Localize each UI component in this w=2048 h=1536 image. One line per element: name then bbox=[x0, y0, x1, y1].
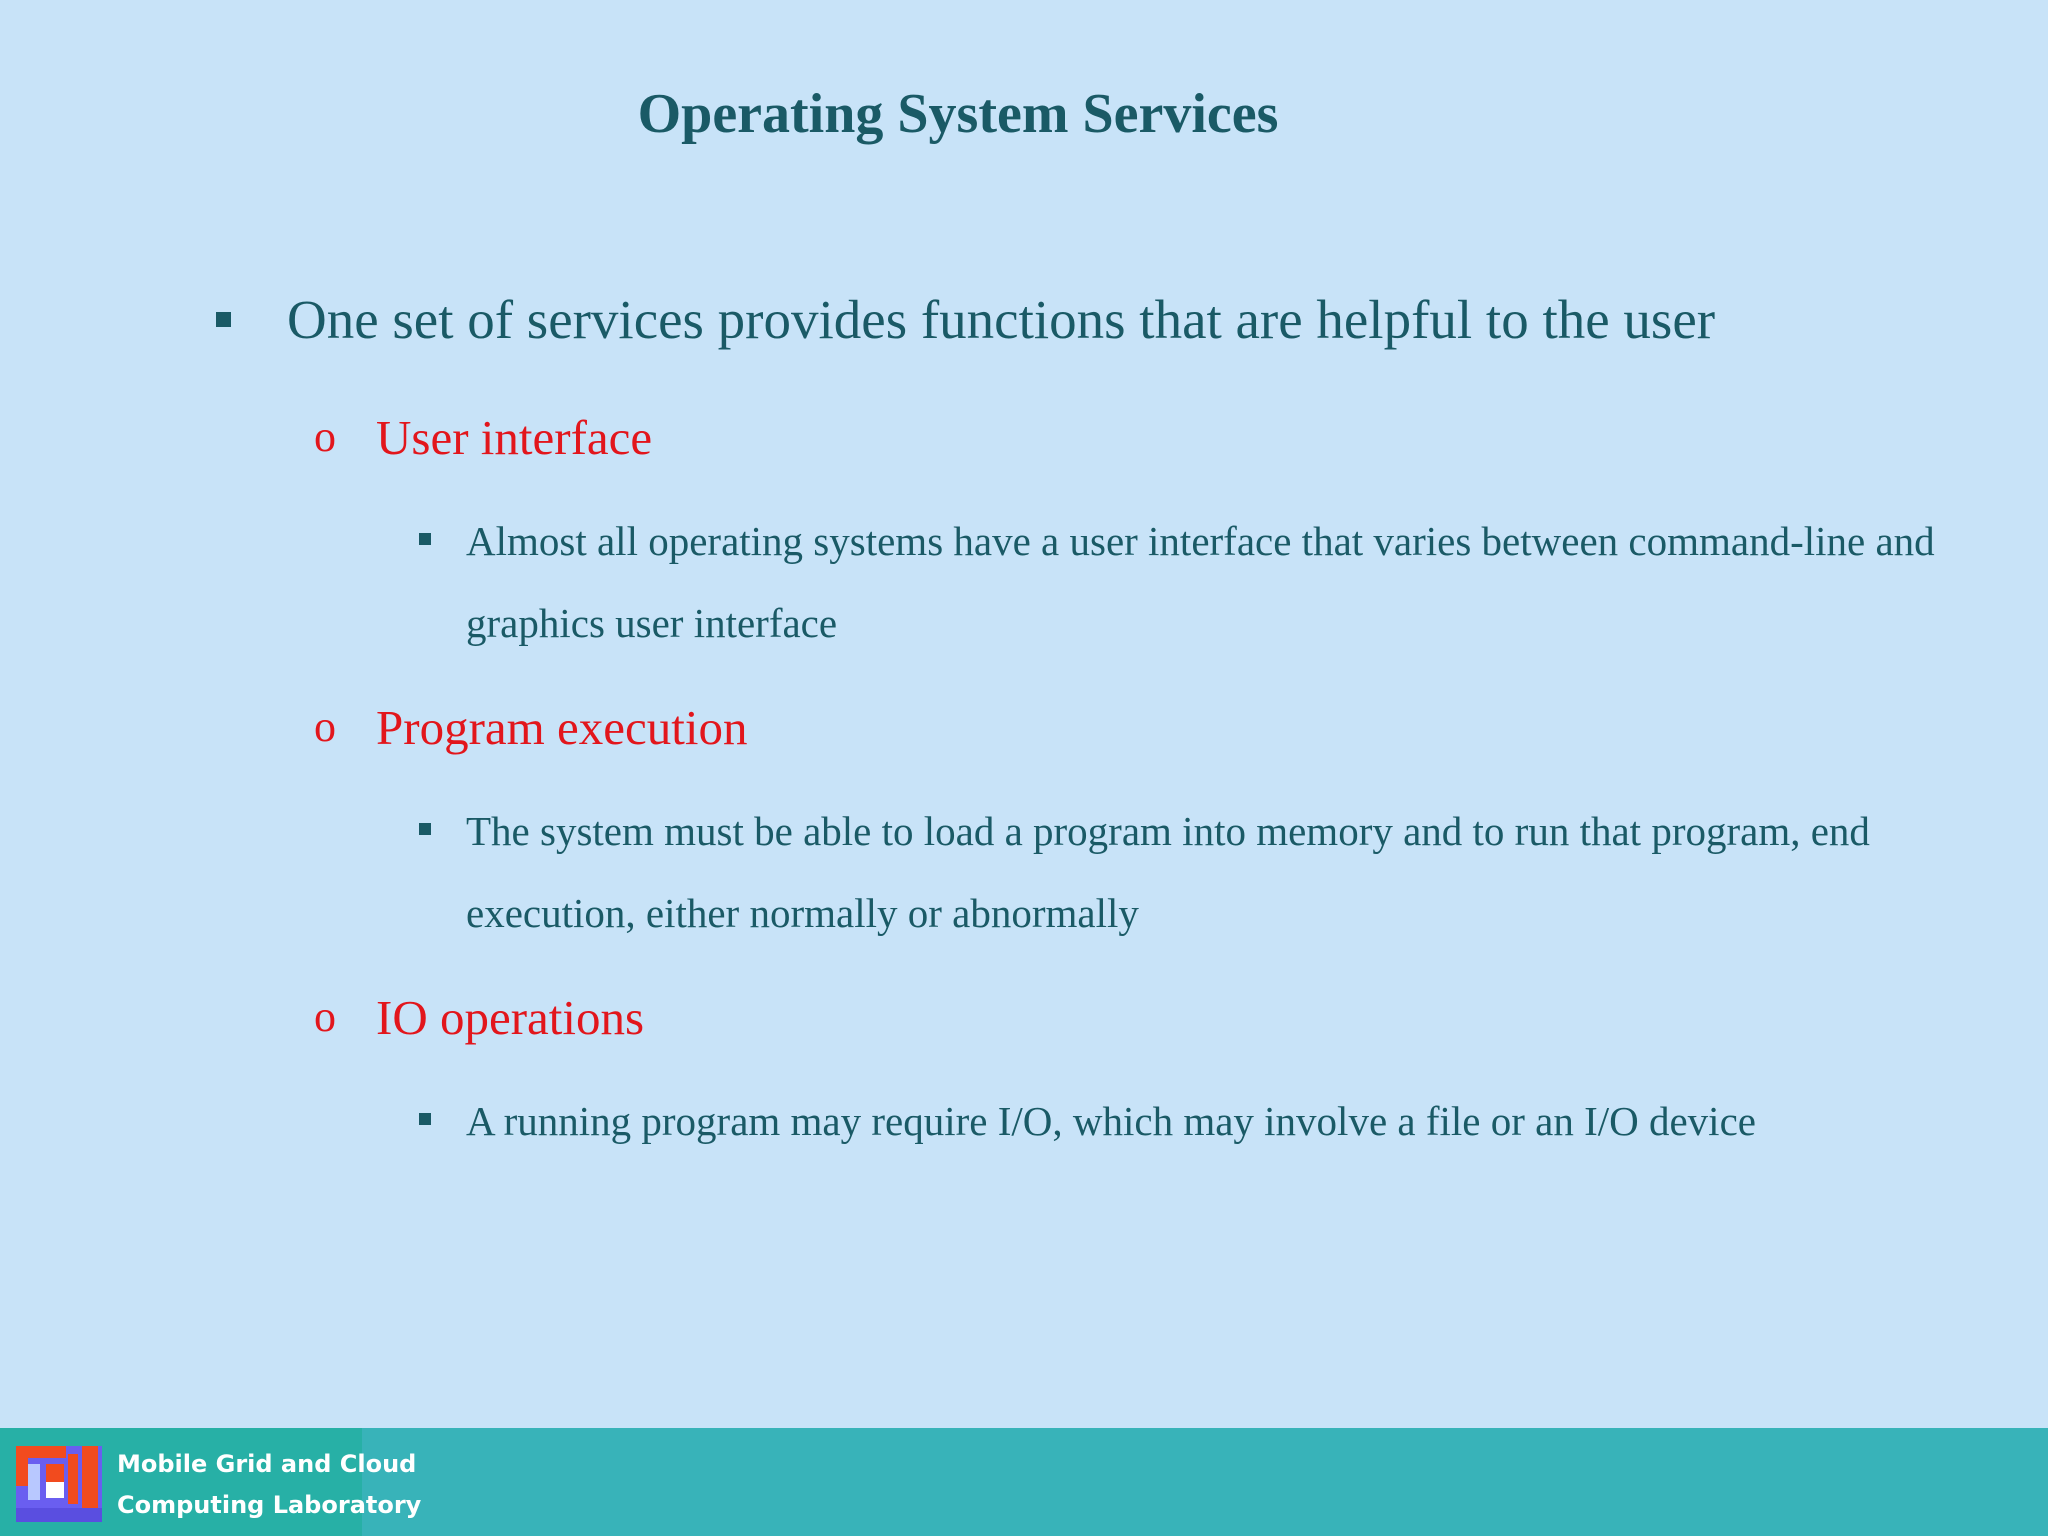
lab-name-line1: Mobile Grid and Cloud bbox=[117, 1450, 417, 1478]
hollow-circle-bullet-icon: o bbox=[314, 412, 336, 461]
footer-bar bbox=[0, 1428, 2048, 1536]
hollow-circle-bullet-icon: o bbox=[314, 702, 336, 751]
slide-title: Operating System Services bbox=[637, 83, 1279, 145]
item-heading-user-interface: User interface bbox=[376, 410, 653, 465]
main-point: One set of services provides functions that are helpful to the user bbox=[287, 289, 1716, 350]
item-detail-program-execution: The system must be able to load a program into memory and to run that program, end execution, either normally or abnormally bbox=[466, 808, 1870, 936]
item-heading-program-execution: Program execution bbox=[376, 700, 748, 755]
square-bullet-icon bbox=[216, 312, 231, 327]
lab-logo-icon bbox=[16, 1446, 102, 1522]
lab-logo-block bbox=[0, 1428, 422, 1536]
lab-name-line2: Computing Laboratory bbox=[117, 1491, 422, 1519]
item-detail-io-operations: A running program may require I/O, which may involve a file or an I/O device bbox=[466, 1098, 1756, 1144]
small-square-bullet-icon bbox=[419, 1113, 431, 1125]
hollow-circle-bullet-icon: o bbox=[314, 992, 336, 1041]
item-detail-user-interface: Almost all operating systems have a user interface that varies between command-line and graphics user interface bbox=[466, 518, 1935, 646]
small-square-bullet-icon bbox=[419, 533, 431, 545]
item-heading-io-operations: IO operations bbox=[376, 990, 645, 1045]
small-square-bullet-icon bbox=[419, 823, 431, 835]
